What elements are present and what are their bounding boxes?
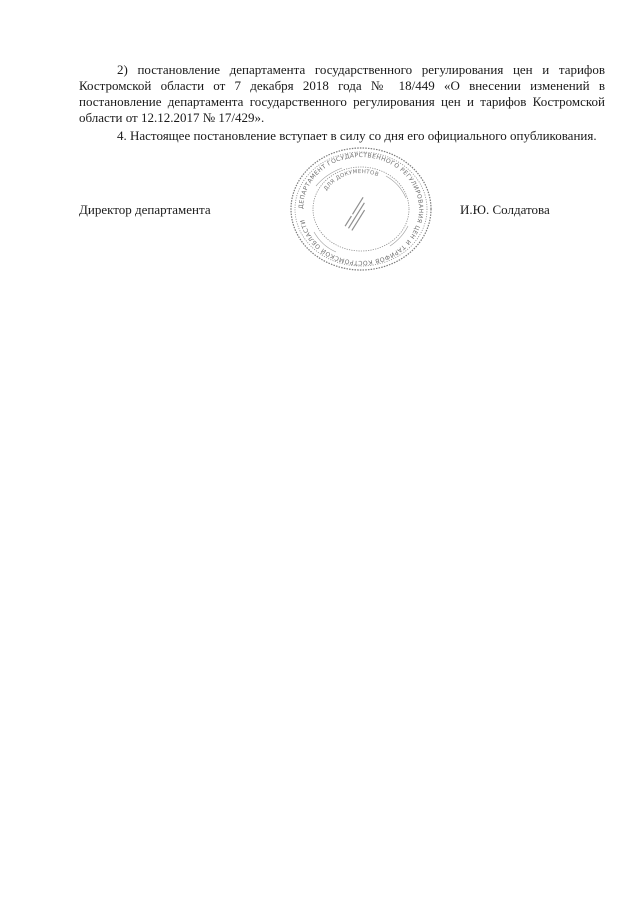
signature-name: И.Ю. Солдатова	[460, 202, 550, 217]
official-seal	[286, 146, 436, 272]
paragraph-item-2: 2) постановление департамента государственного регулирования цен и тарифов Костромской области от 7 декабря 2018 года № 18/449 «О внесении изменений в постановление департамента государственного регулирования цен и тарифов Костромской области от 12.12.2017 № 17/429».	[79, 62, 605, 125]
svg-text:ДЛЯ ДОКУМЕНТОВ	[323, 169, 379, 192]
signature-title: Директор департамента	[79, 202, 211, 217]
seal-inner-text: ДЛЯ ДОКУМЕНТОВ	[323, 168, 380, 193]
paragraph-item-4: 4. Настоящее постановление вступает в силу со дня его официального опубликования.	[117, 128, 597, 143]
seal-outer-text: ДЕПАРТАМЕНТ ГОСУДАРСТВЕННОГО РЕГУЛИРОВАНИЯ ЦЕН И ТАРИФОВ КОСТРОМСКОЙ ОБЛАСТИ	[297, 151, 425, 267]
